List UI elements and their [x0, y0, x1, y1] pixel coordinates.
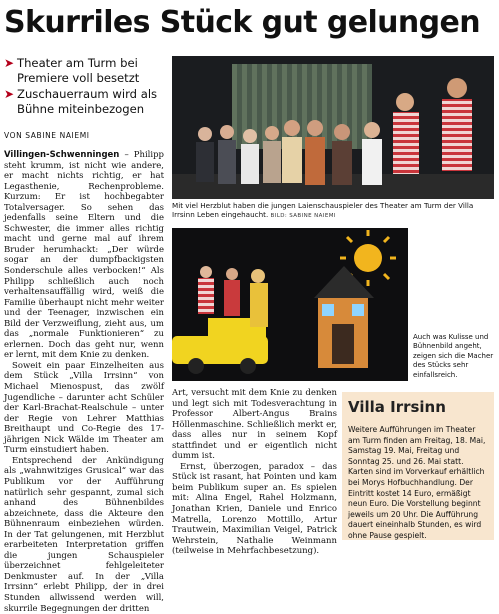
teaser-bullet: [4, 56, 167, 85]
ensemble-photo: [172, 56, 494, 199]
photo-credit: BILD: SABINE NAIEMI: [270, 213, 336, 220]
info-box-title: Villa Irrsinn: [348, 398, 446, 416]
teaser-bullet: [4, 87, 167, 116]
stage-set-photo-graphic: [172, 228, 408, 381]
photo-caption-text: Mit viel Herzblut haben die jungen Laienschauspieler des Theater am Turm der Villa Irrsinn Leben eingehaucht.: [172, 201, 474, 220]
article-column-2: [172, 388, 337, 557]
stage-set-photo: [172, 228, 408, 381]
teaser-bullets: [4, 56, 167, 118]
article-paragraph: Art, versucht mit dem Knie zu denken und legt sich mit Todesverachtung in Professor Albert-Angus Brains Höllenmaschine. Schließlich merkt er, dass alles nur in seinem Kopf stattfindet und er eigentlich nicht dumm ist.: [172, 388, 337, 462]
article-column-1: [4, 150, 164, 614]
photo-caption: Auch was Kulisse und Bühnenbild angeht, zeigen sich die Macher des Stücks sehr einfallsreich.: [413, 333, 494, 379]
byline: VON SABINE NAIEMI: [4, 131, 90, 140]
ensemble-photo-graphic: [172, 56, 494, 199]
teaser-bullet-text: Zuschauerraum wird als Bühne miteinbezogen: [17, 87, 158, 116]
info-box-body: Weitere Aufführungen im Theater am Turm finden am Freitag, 18. Mai, Samstag 19. Mai, Freitag und Sonntag 25. und 26. Mai statt. Karten sind im Vorverkauf erhältlich bei Morys Hofbuchhandlung. Der Eintritt kostet 14 Euro, ermäßigt neun Euro. Die Vorstellung beginnt jeweils um 20 Uhr. Die Aufführung dauert eineinhalb Stunden, es wird ohne Pause gespielt.: [348, 425, 486, 540]
article-paragraph: [4, 150, 164, 361]
article-paragraph-text: – Philipp steht krumm, ist nicht wie andere, er macht nichts richtig, er hat Legasthenie, Rechenprobleme. Kurzum: Er ist hochbegabter Totalversager. So sehen das jedenfalls seine Eltern und die Schwester, die immer alles richtig macht und gerne mal auf ihrem Bruder herumhackt: „Der würde sogar an der dumpfbackigsten Sonderschule alles verbocken!“ Als Philipp schließlich auch noch verhaltensauffällig wird, weiß die Familie überhaupt nicht mehr weiter und der Teenager, inzwischen ein Bild der Verzweiflung, zieht aus, um das „normale Funktionieren“ zu erlernen. Doch das geht nur, wenn er lernt, mit dem Knie zu denken.: [4, 150, 164, 361]
article-paragraph: Soweit ein paar Einzelheiten aus dem Stück „Villa Irrsinn“ von Michael Mienospust, das zwölf Jugendliche – darunter acht Schüler der Karl-Brachat-Realschule – unter der Regie von Lehrer Matthias Breithaupt und Co-Regie des 17-jährigen Nick Wälde im Theater am Turm einstudiert haben.: [4, 360, 164, 456]
teaser-bullet-text: Theater am Turm bei Premiere voll besetzt: [17, 56, 140, 85]
article-paragraph: Entsprechend der Ankündigung als „wahnwitziges Grusical“ war das Publikum vor der Aufführung natürlich sehr gespannt, zumal sich anhand des Bühnenbildes abzeichnete, dass die Akteure den Bühnenraum einbeziehen würden. In der Tat gelungenen, mit Herzblut erarbeiteten Interpretation griffen die jungen Schauspieler überzeichnet fehlgeleiteter Denkmuster auf. In der „Villa Irrsinn“ erlebt Philipp, der in drei Stunden allwissend werden will, skurrile Begegnungen der dritten: [4, 455, 164, 614]
arrow-right-icon: ➤: [4, 87, 15, 101]
article-paragraph: Ernst, überzogen, paradox – das Stück ist rasant, hat Pointen und kam beim Publikum super an. Es spielen mit: Alina Engel, Rahel Holzmann, Jonathan Krien, Daniele und Enrico Matrella, Lorenzo Mottillo, Artur Trautwein, Maximilian Veigel, Patrick Wehrstein, Nathalie Weinmann (teilweise in Mehrfachbesetzung).: [172, 461, 337, 557]
info-box: [342, 392, 494, 540]
headline: Skurriles Stück gut gelungen: [4, 5, 481, 40]
dateline: Villingen-Schwenningen: [4, 150, 120, 160]
photo-caption: [172, 201, 494, 222]
arrow-right-icon: ➤: [4, 56, 15, 70]
